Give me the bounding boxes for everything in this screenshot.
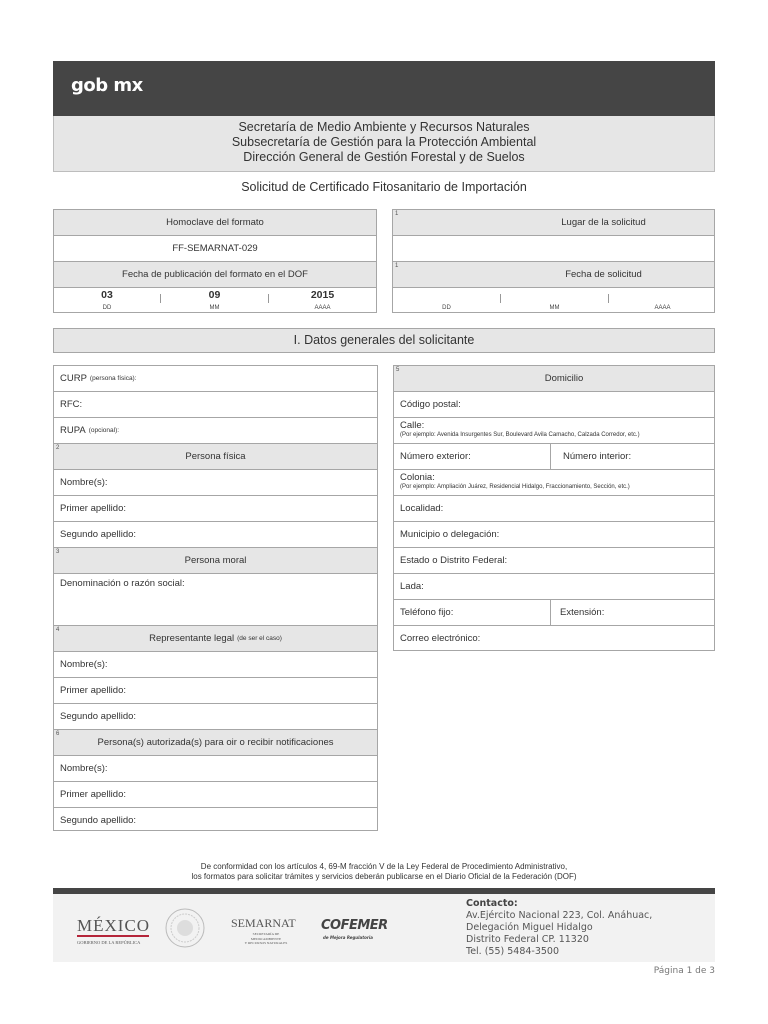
applicant-left-column bbox=[53, 365, 378, 831]
curp-note: (persona física): bbox=[89, 375, 137, 382]
telefono-field[interactable]: Teléfono fijo: bbox=[394, 600, 551, 625]
calle-label: Calle: bbox=[400, 420, 425, 431]
pf-nombre-field[interactable]: Nombre(s): bbox=[54, 470, 377, 496]
domicilio-column bbox=[393, 365, 715, 651]
domicilio-header bbox=[394, 366, 714, 392]
mexico-logo: MÉXICO bbox=[77, 916, 151, 935]
fecha-label: Fecha de solicitud bbox=[565, 269, 642, 280]
pm-title: Persona moral bbox=[184, 555, 247, 566]
contact-block bbox=[466, 898, 652, 958]
fecha-num: 1 bbox=[395, 263, 399, 269]
form-title: Solicitud de Certificado Fitosanitario de Importación bbox=[241, 180, 527, 194]
telefono-row bbox=[394, 600, 714, 626]
calle-example: (Por ejemplo: Avenida Insurgentes Sur, Boulevard Avila Camacho, Calzada Corredor, etc.) bbox=[400, 432, 640, 438]
contact-address: Av.Ejército Nacional 223, Col. Anáhuac, bbox=[466, 910, 653, 921]
page-number: Página 1 de 3 bbox=[653, 966, 715, 976]
contact-cp: Distrito Federal CP. 11320 bbox=[466, 934, 589, 945]
codigo-postal-field[interactable]: Código postal: bbox=[394, 392, 714, 418]
dom-num: 5 bbox=[396, 367, 400, 373]
aaaa-label: AAAA bbox=[314, 305, 331, 311]
agency-line-2: Subsecretaría de Gestión para la Protección Ambiental bbox=[231, 135, 537, 149]
agency-line-1: Secretaría de Medio Ambiente y Recursos Naturales bbox=[238, 120, 530, 134]
request-info-box bbox=[392, 209, 715, 313]
rl-title: Representante legal bbox=[149, 633, 235, 644]
homoclave-value: FF-SEMARNAT-029 bbox=[54, 236, 376, 262]
legal-note-line-2: los formatos para solicitar trámites y servicios deberán publicarse en el Diario Oficial de la Federación (DOF) bbox=[191, 872, 577, 881]
pm-num: 3 bbox=[56, 549, 60, 555]
pub-date-label: Fecha de publicación del formato en el DOF bbox=[54, 262, 376, 288]
contact-phone: Tel. (55) 5484-3500 bbox=[466, 946, 560, 957]
pub-date-row bbox=[54, 288, 376, 314]
format-info-box bbox=[53, 209, 377, 313]
rupa-label: RUPA bbox=[60, 425, 86, 436]
semarnat-sub-1: SECRETARÍA DE bbox=[252, 932, 280, 936]
pa-title: Persona(s) autorizada(s) para oir o recibir notificaciones bbox=[97, 737, 334, 748]
colonia-label: Colonia: bbox=[400, 472, 435, 483]
persona-autorizada-header bbox=[54, 730, 377, 756]
req-dd-label: DD bbox=[442, 305, 451, 311]
semarnat-logo-subtitle bbox=[231, 932, 301, 946]
contact-title: Contacto: bbox=[466, 898, 518, 909]
dom-title: Domicilio bbox=[544, 373, 584, 384]
cofemer-logo: COFEMER bbox=[321, 918, 388, 933]
numero-row bbox=[394, 444, 714, 470]
numero-interior-field[interactable]: Número interior: bbox=[563, 451, 632, 462]
agency-line-3: Dirección General de Gestión Forestal y de Suelos bbox=[243, 150, 525, 164]
colonia-example: (Por ejemplo: Ampliación Juárez, Residencial Hidalgo, Fraccionamiento, Sección, etc.) bbox=[400, 484, 630, 490]
header-banner bbox=[53, 61, 715, 116]
homoclave-label: Homoclave del formato bbox=[54, 210, 376, 236]
lugar-num: 1 bbox=[395, 211, 399, 217]
curp-label: CURP bbox=[60, 373, 87, 384]
lugar-header bbox=[393, 210, 714, 236]
lugar-label: Lugar de la solicitud bbox=[561, 217, 646, 228]
pa-segundo-apellido-field[interactable]: Segundo apellido: bbox=[60, 814, 137, 826]
cofemer-logo-subtitle: de Mejora Regulatoria bbox=[323, 935, 373, 940]
rl-num: 4 bbox=[56, 627, 60, 633]
legal-note-line-1: De conformidad con los artículos 4, 69-M fracción V de la Ley Federal de Procedimiento Administrativo, bbox=[200, 862, 568, 871]
extension-field[interactable]: Extensión: bbox=[560, 607, 605, 618]
pf-primer-apellido-field[interactable]: Primer apellido: bbox=[54, 496, 377, 522]
lugar-input[interactable] bbox=[393, 236, 714, 262]
semarnat-sub-3: Y RECURSOS NATURALES bbox=[244, 941, 288, 945]
legal-note bbox=[53, 862, 715, 882]
req-mm-label: MM bbox=[549, 305, 560, 311]
lada-field[interactable]: Lada: bbox=[394, 574, 714, 600]
pub-year: 2015 bbox=[310, 289, 335, 301]
calle-field[interactable] bbox=[394, 418, 714, 444]
estado-field[interactable]: Estado o Distrito Federal: bbox=[394, 548, 714, 574]
semarnat-logo: SEMARNAT bbox=[231, 916, 296, 930]
pf-title: Persona física bbox=[185, 451, 246, 462]
representante-legal-header bbox=[54, 626, 377, 652]
mexico-logo-underline bbox=[77, 935, 149, 937]
pf-segundo-apellido-field[interactable]: Segundo apellido: bbox=[54, 522, 377, 548]
pa-primer-apellido-field[interactable]: Primer apellido: bbox=[54, 782, 377, 808]
correo-field[interactable]: Correo electrónico: bbox=[400, 632, 481, 644]
denominacion-field[interactable]: Denominación o razón social: bbox=[54, 574, 377, 626]
gobmx-logo: gob mx bbox=[71, 75, 143, 96]
numero-exterior-field[interactable]: Número exterior: bbox=[394, 444, 551, 469]
curp-field[interactable] bbox=[54, 366, 377, 392]
pf-num: 2 bbox=[56, 445, 60, 451]
mexico-logo-subtitle: GOBIERNO DE LA REPÚBLICA bbox=[77, 940, 141, 945]
rl-nombre-field[interactable]: Nombre(s): bbox=[54, 652, 377, 678]
persona-fisica-header bbox=[54, 444, 377, 470]
section-title: I. Datos generales del solicitante bbox=[53, 328, 715, 353]
fecha-input-row[interactable] bbox=[393, 288, 714, 314]
rupa-field[interactable] bbox=[54, 418, 377, 444]
colonia-field[interactable] bbox=[394, 470, 714, 496]
dd-label: DD bbox=[102, 305, 112, 311]
pub-month: 09 bbox=[208, 289, 221, 301]
municipio-field[interactable]: Municipio o delegación: bbox=[394, 522, 714, 548]
national-seal-icon bbox=[165, 908, 205, 948]
pa-num: 6 bbox=[56, 731, 60, 737]
rupa-note: (opcional): bbox=[88, 427, 120, 434]
rl-note: (de ser el caso) bbox=[237, 635, 282, 642]
pa-nombre-field[interactable]: Nombre(s): bbox=[54, 756, 377, 782]
fecha-header bbox=[393, 262, 714, 288]
rfc-field[interactable]: RFC: bbox=[54, 392, 377, 418]
persona-moral-header bbox=[54, 548, 377, 574]
rl-primer-apellido-field[interactable]: Primer apellido: bbox=[54, 678, 377, 704]
mm-label: MM bbox=[209, 305, 220, 311]
localidad-field[interactable]: Localidad: bbox=[394, 496, 714, 522]
semarnat-sub-2: MEDIO AMBIENTE bbox=[250, 936, 282, 941]
req-aaaa-label: AAAA bbox=[654, 305, 671, 311]
rl-segundo-apellido-field[interactable]: Segundo apellido: bbox=[54, 704, 377, 730]
agency-block bbox=[53, 116, 715, 172]
contact-delegacion: Delegación Miguel Hidalgo bbox=[466, 922, 593, 933]
pub-day: 03 bbox=[101, 289, 113, 301]
